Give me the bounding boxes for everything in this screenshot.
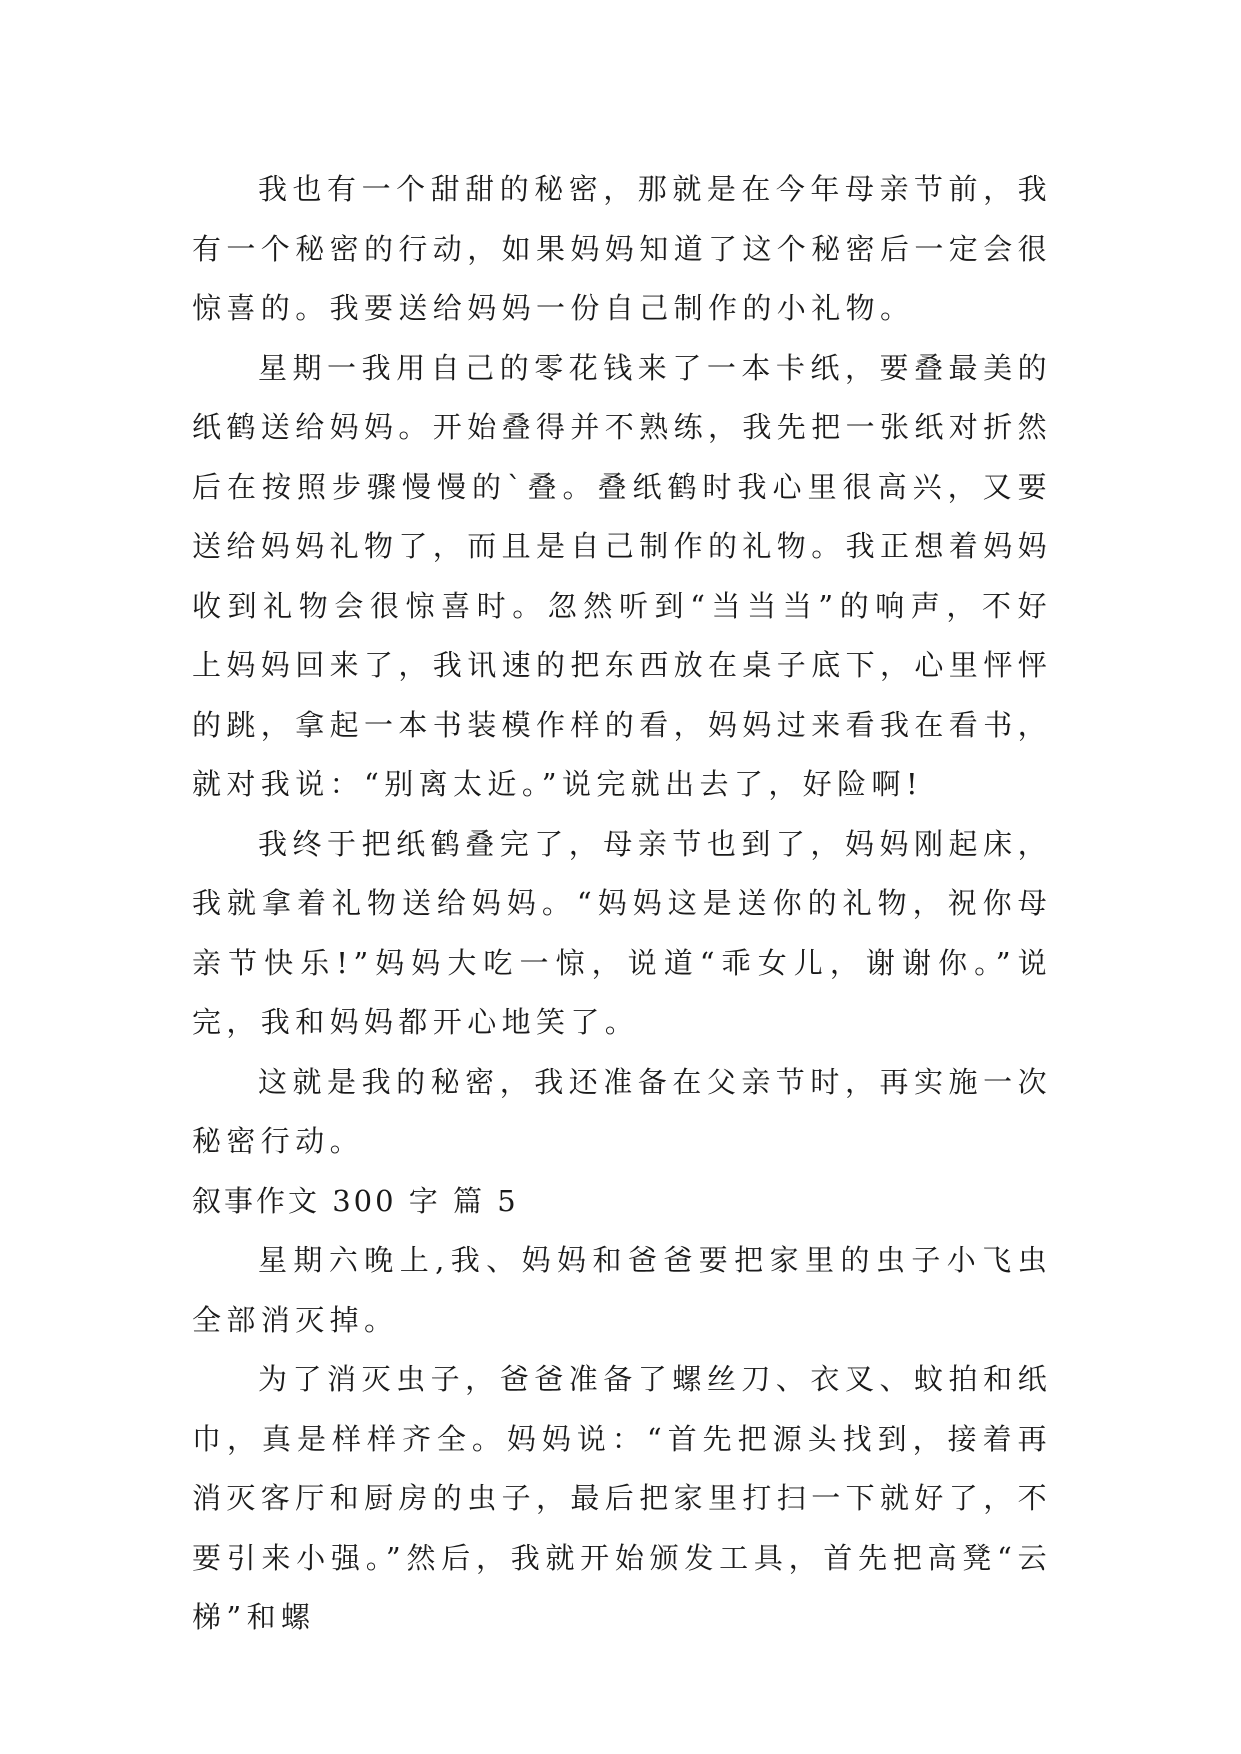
section-heading: 叙事作文 300 字 篇 5 bbox=[192, 1183, 519, 1218]
document-body bbox=[192, 160, 1052, 1648]
section-paragraph-1: 星期六晚上,我、妈妈和爸爸要把家里的虫子小飞虫全部消灭掉。 bbox=[192, 1243, 1052, 1337]
paragraph-3: 我终于把纸鹤叠完了，母亲节也到了，妈妈刚起床，我就拿着礼物送给妈妈。“妈妈这是送你的礼物，祝你母亲节快乐!”妈妈大吃一惊，说道“乖女儿，谢谢你。”说完，我和妈妈都开心地笑了。 bbox=[192, 826, 1052, 1039]
paragraph-4: 这就是我的秘密，我还准备在父亲节时，再实施一次秘密行动。 bbox=[192, 1064, 1052, 1158]
paragraph-2: 星期一我用自己的零花钱来了一本卡纸，要叠最美的纸鹤送给妈妈。开始叠得并不熟练，我先把一张纸对折然后在按照步骤慢慢的`叠。叠纸鹤时我心里很高兴，又要送给妈妈礼物了，而且是自己制作的礼物。我正想着妈妈收到礼物会很惊喜时。忽然听到“当当当”的响声，不好上妈妈回来了，我讯速的把东西放在桌子底下，心里怦怦的跳，拿起一本书装模作样的看，妈妈过来看我在看书，就对我说：“别离太近。”说完就出去了，好险啊! bbox=[192, 350, 1053, 801]
section-paragraph-2: 为了消灭虫子，爸爸准备了螺丝刀、衣叉、蚊拍和纸巾，真是样样齐全。妈妈说：“首先把源头找到，接着再消灭客厅和厨房的虫子，最后把家里打扫一下就好了，不要引来小强。”然后，我就开始颁发工具，首先把高凳“云梯”和螺 bbox=[192, 1362, 1053, 1634]
paragraph-1: 我也有一个甜甜的秘密，那就是在今年母亲节前，我有一个秘密的行动，如果妈妈知道了这个秘密后一定会很惊喜的。我要送给妈妈一份自己制作的小礼物。 bbox=[192, 172, 1053, 325]
